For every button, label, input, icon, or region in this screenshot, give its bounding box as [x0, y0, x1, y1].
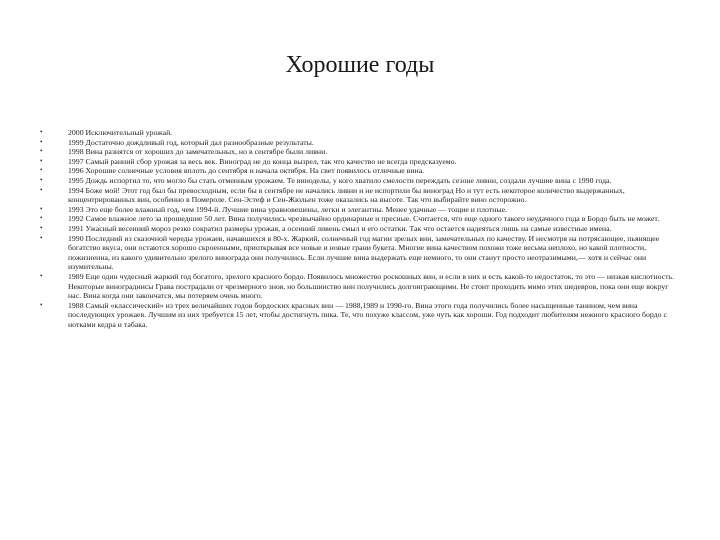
- vintage-item: [40, 272, 680, 301]
- vintage-item: [40, 301, 680, 330]
- vintage-item: [40, 214, 680, 224]
- vintage-item: [40, 234, 680, 272]
- vintage-item: [40, 205, 680, 215]
- vintage-item-text: 1999 Достаточно дождливый год, который дал разнообразные результаты.: [68, 137, 314, 147]
- bullet-icon: •: [40, 233, 43, 242]
- vintage-item-text: 1991 Ужасный весенний мороз резко сократил размеры урожая, а осенний ливень смыл и его остатки. Так что остается надеяться лишь на самые известные имена.: [68, 223, 612, 233]
- bullet-icon: •: [40, 166, 43, 175]
- vintage-item-text: 1998 Вина разнятся от хороших до замечательных, но в сентябре были ливни.: [68, 147, 328, 157]
- vintage-item: [40, 128, 680, 138]
- vintage-item: [40, 176, 680, 186]
- bullet-icon: •: [40, 147, 43, 156]
- vintage-list: [40, 128, 680, 329]
- bullet-icon: •: [40, 128, 43, 136]
- vintage-item: [40, 147, 680, 157]
- vintage-item: [40, 157, 680, 167]
- vintage-item: [40, 166, 680, 176]
- vintage-item-text: 1988 Самый «классический» из трех величайших годов бордоских красных вин — 1988,1989 и 1990-го. Вина этого года получились более насыщенные танином, чем вина последующих урожаев. Лучшим из них требуется 15 лет, чтобы достигнуть пика. Те, что похуже классом, уже чуть как хороши. Год подходит любителям нежного красного бордо с нотками кедра и табака.: [68, 300, 667, 329]
- vintage-item-text: 1990 Последний из сказочной череды урожаев, начавшихся в 80-х. Жаркий, солнечный год магии зрелых вин, замечательных по качеству. И несмотря на потрясающее, пьянящее богатство вкуса, они остаются хорошо скроенными, приоткрывая все новые и новые грани букета. Многие вина качеством похожи тоже весьма неплохо, но какой плотности, пожизненна, из какого удивительно зрелого винограда они получились. Если лучшие вина выдержать еще немного, то они станут просто неотразимыми,— хотя и сейчас они изумительны.: [68, 233, 660, 272]
- bullet-icon: •: [40, 300, 43, 309]
- vintage-item-text: 1994 Боже мой! Этот год был бы превосходным, если бы в сентябре не начались ливни и не испортили бы виноград Но и тут есть некоторое количество выдержанных, концентрированных вин, особенно в Помероле. Сен-Эстеф и Сен-Жюльен тоже оказались на высоте. Так что выбирайте вино осторожно.: [68, 185, 625, 205]
- slide-title: Хорошие годы: [285, 52, 435, 78]
- vintage-item-text: 2000 Исключительный урожай.: [68, 128, 173, 137]
- vintage-item-text: 1996 Хорошие солнечные условия вплоть до сентября и начала октября. На свет появилось отличные вина.: [68, 166, 425, 176]
- vintage-item-text: 1992 Самое влажное лето за прошедшие 50 лет. Вина получились чрезвычайно ординарные и пресные. Считается, что еще одного такого неудачного года в Бордо быть не может.: [68, 214, 660, 224]
- vintage-item: [40, 186, 680, 205]
- bullet-icon: •: [40, 204, 43, 213]
- bullet-icon: •: [40, 185, 43, 194]
- vintage-item-text: 1993 Это еще более влажный год, чем 1994-й. Лучшие вина уравновешены, легки и элегантны. Менее удачные — тощие и плотные.: [68, 204, 508, 214]
- vintage-item: [40, 138, 680, 148]
- bullet-icon: •: [40, 137, 43, 146]
- bullet-icon: •: [40, 271, 43, 280]
- vintage-item-text: 1997 Самый ранний сбор урожая за весь век. Виноград не до конца вызрел, так что качество не всегда предсказуемо.: [68, 156, 457, 166]
- vintage-item: [40, 224, 680, 234]
- vintage-item-text: 1995 Дождь испортил то, что могло бы стать отменным урожаем. Те виноделы, у кого хватило смелости переждать сезоне ливни, создали лучшие вина с 1990 года.: [68, 175, 612, 185]
- bullet-icon: •: [40, 156, 43, 165]
- bullet-icon: •: [40, 214, 43, 223]
- bullet-icon: •: [40, 175, 43, 184]
- bullet-icon: •: [40, 223, 43, 232]
- vintage-item-text: 1989 Еще один чудесный жаркий год богатого, зрелого красного бордо. Появилось множество роскошных вин, и если в них и есть какой-то недостаток, то это — низкая кислотность. Некоторые винограднисы Грава пострадали от чрезмерного зноя, но большинство вин получились долгоиграющими. Не стоит проходить мимо этих шедевров, пока они еще вокруг нас. Вина когда они закончатся, мы потеряем очень много.: [68, 271, 675, 301]
